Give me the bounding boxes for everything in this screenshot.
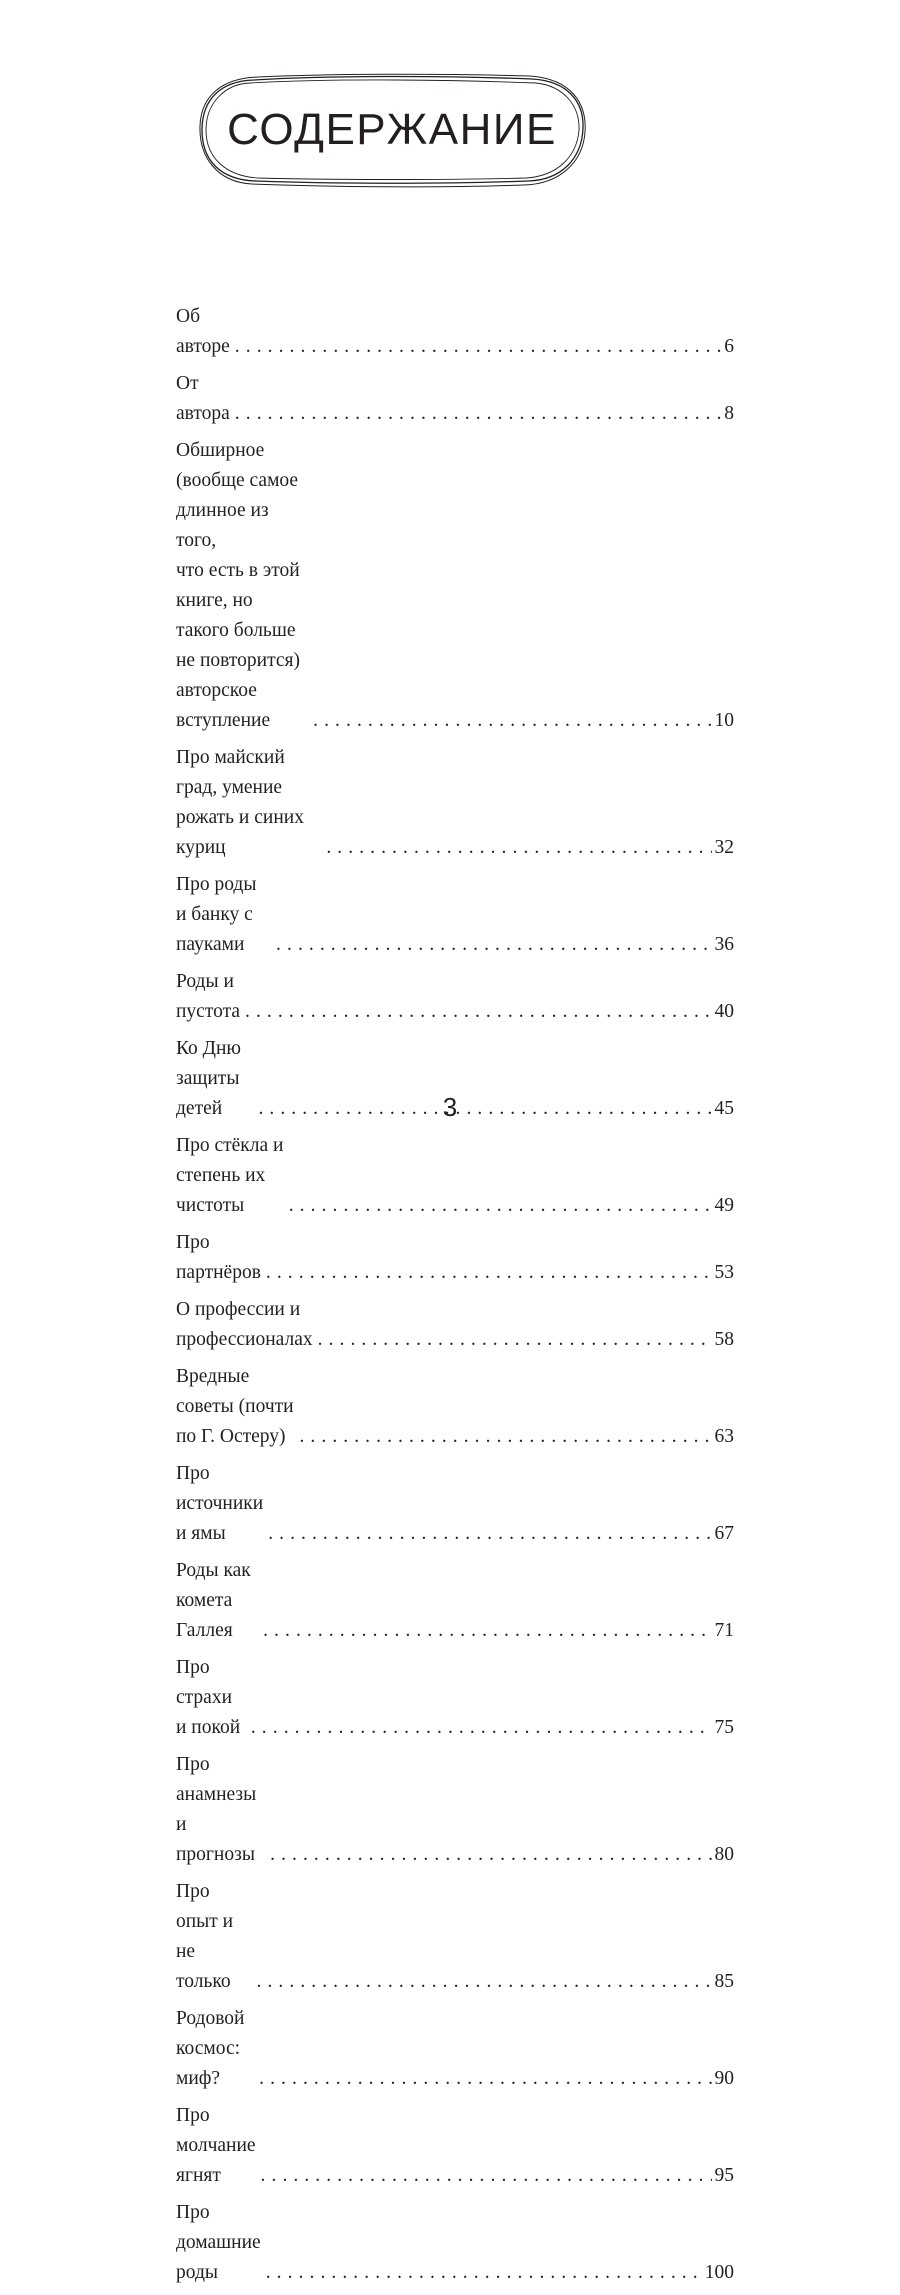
toc-entry-page: 49 <box>714 1195 734 1216</box>
table-of-contents <box>176 302 734 2295</box>
page-title: СОДЕРЖАНИЕ <box>227 105 557 154</box>
dot-leader <box>299 1422 711 1452</box>
toc-entry-page: 75 <box>714 1717 734 1738</box>
toc-entry-title <box>176 2004 254 2094</box>
toc-entry-title-line: Роды и пустота <box>176 971 241 1022</box>
toc-entry[interactable] <box>176 1653 734 1743</box>
toc-entry-title-line: Роды как комета Галлея <box>176 1560 251 1641</box>
toc-entry-title <box>176 743 321 863</box>
toc-entry[interactable] <box>176 967 734 1027</box>
dot-leader <box>263 1616 711 1646</box>
toc-entry-title-line: Про страхи и покой <box>176 1657 241 1738</box>
toc-entry-page: 6 <box>724 336 734 357</box>
toc-entry-page: 40 <box>714 1001 734 1022</box>
dot-leader <box>266 1258 712 1288</box>
toc-entry-title <box>176 302 230 362</box>
toc-entry-page: 53 <box>714 1262 734 1283</box>
toc-entry[interactable] <box>176 1877 734 1997</box>
toc-entry-title-line: Об авторе <box>176 306 230 357</box>
toc-entry-title-line: Про домашние роды <box>176 2202 261 2283</box>
toc-entry[interactable] <box>176 1228 734 1288</box>
toc-entry-page: 36 <box>714 934 734 955</box>
dot-leader <box>326 833 711 863</box>
toc-entry-title <box>176 369 230 429</box>
dot-leader <box>257 1967 712 1997</box>
toc-entry-title-line: не повторится) авторское вступление <box>176 650 300 731</box>
dot-leader <box>235 332 721 362</box>
dot-leader <box>313 706 711 736</box>
toc-entry-page: 80 <box>714 1844 734 1865</box>
toc-entry-title <box>176 1653 246 1743</box>
toc-entry[interactable] <box>176 743 734 863</box>
dot-leader <box>318 1325 712 1355</box>
toc-entry[interactable] <box>176 1556 734 1646</box>
toc-entry-title <box>176 1362 294 1452</box>
toc-entry-title-line: Про майский град, умение рожать и синих куриц <box>176 747 304 858</box>
dot-leader <box>261 2161 712 2191</box>
toc-entry[interactable] <box>176 1131 734 1221</box>
toc-entry-title-line: О профессии и профессионалах <box>176 1299 313 1350</box>
page-number: 3 <box>442 1092 458 1122</box>
toc-entry-title-line: Про анамнезы и прогнозы <box>176 1754 257 1865</box>
toc-entry-title-line: Про роды и банку с пауками <box>176 874 257 955</box>
dot-leader <box>259 2064 711 2094</box>
toc-entry[interactable] <box>176 2101 734 2191</box>
toc-entry-title <box>176 870 271 960</box>
toc-entry-page: 8 <box>724 403 734 424</box>
dot-leader <box>270 1840 711 1870</box>
toc-entry-title <box>176 2198 261 2288</box>
dot-leader <box>235 399 721 429</box>
toc-entry-title <box>176 967 240 1027</box>
toc-entry-title-line: Родовой космос: миф? <box>176 2008 245 2089</box>
toc-entry-page: 71 <box>714 1620 734 1641</box>
toc-entry-page: 45 <box>714 1098 734 1119</box>
toc-entry-title <box>176 1228 261 1288</box>
toc-entry-title-line: Про стёкла и степень их чистоты <box>176 1135 284 1216</box>
toc-entry[interactable] <box>176 1295 734 1355</box>
toc-entry-title-line: Про партнёров <box>176 1232 261 1283</box>
toc-entry-page: 100 <box>704 2262 734 2283</box>
toc-entry-title <box>176 1131 284 1221</box>
toc-entry-title-line: Ко Дню защиты детей <box>176 1038 241 1119</box>
toc-entry[interactable] <box>176 1750 734 1870</box>
toc-entry[interactable] <box>176 870 734 960</box>
toc-entry[interactable] <box>176 1362 734 1452</box>
toc-entry-title-line: Вредные советы (почти по Г. Остеру) <box>176 1366 294 1447</box>
toc-entry-title-line: Про опыт и не только <box>176 1881 234 1992</box>
toc-entry-title <box>176 1877 252 1997</box>
toc-entry[interactable] <box>176 302 734 362</box>
heading-frame <box>196 72 588 188</box>
toc-entry[interactable] <box>176 1459 734 1549</box>
toc-entry-page: 67 <box>714 1523 734 1544</box>
toc-entry-page: 63 <box>714 1426 734 1447</box>
dot-leader <box>268 1519 711 1549</box>
dot-leader <box>266 2258 702 2288</box>
toc-entry-page: 85 <box>714 1971 734 1992</box>
toc-entry-title-line: Про молчание ягнят <box>176 2105 256 2186</box>
toc-entry-title <box>176 2101 256 2191</box>
toc-entry-title <box>176 1750 265 1870</box>
toc-entry-title <box>176 436 308 736</box>
toc-entry-title <box>176 1459 263 1549</box>
dot-leader <box>276 930 711 960</box>
dot-leader <box>245 997 711 1027</box>
toc-entry-title-line: что есть в этой книге, но такого больше <box>176 560 300 641</box>
toc-entry[interactable] <box>176 436 734 736</box>
toc-entry-page: 95 <box>714 2165 734 2186</box>
toc-entry[interactable] <box>176 369 734 429</box>
toc-entry-page: 90 <box>714 2068 734 2089</box>
toc-entry-title <box>176 1295 313 1355</box>
toc-entry[interactable] <box>176 2198 734 2288</box>
toc-entry-page: 32 <box>714 837 734 858</box>
dot-leader <box>251 1713 712 1743</box>
toc-entry[interactable] <box>176 2004 734 2094</box>
dot-leader <box>289 1191 712 1221</box>
toc-entry-title-line: Про источники и ямы <box>176 1463 264 1544</box>
toc-entry-title-line: От автора <box>176 373 230 424</box>
toc-entry-title <box>176 1556 258 1646</box>
toc-entry-title-line: Обширное (вообще самое длинное из того, <box>176 440 299 551</box>
toc-entry-page: 58 <box>714 1329 734 1350</box>
toc-entry-page: 10 <box>714 710 734 731</box>
